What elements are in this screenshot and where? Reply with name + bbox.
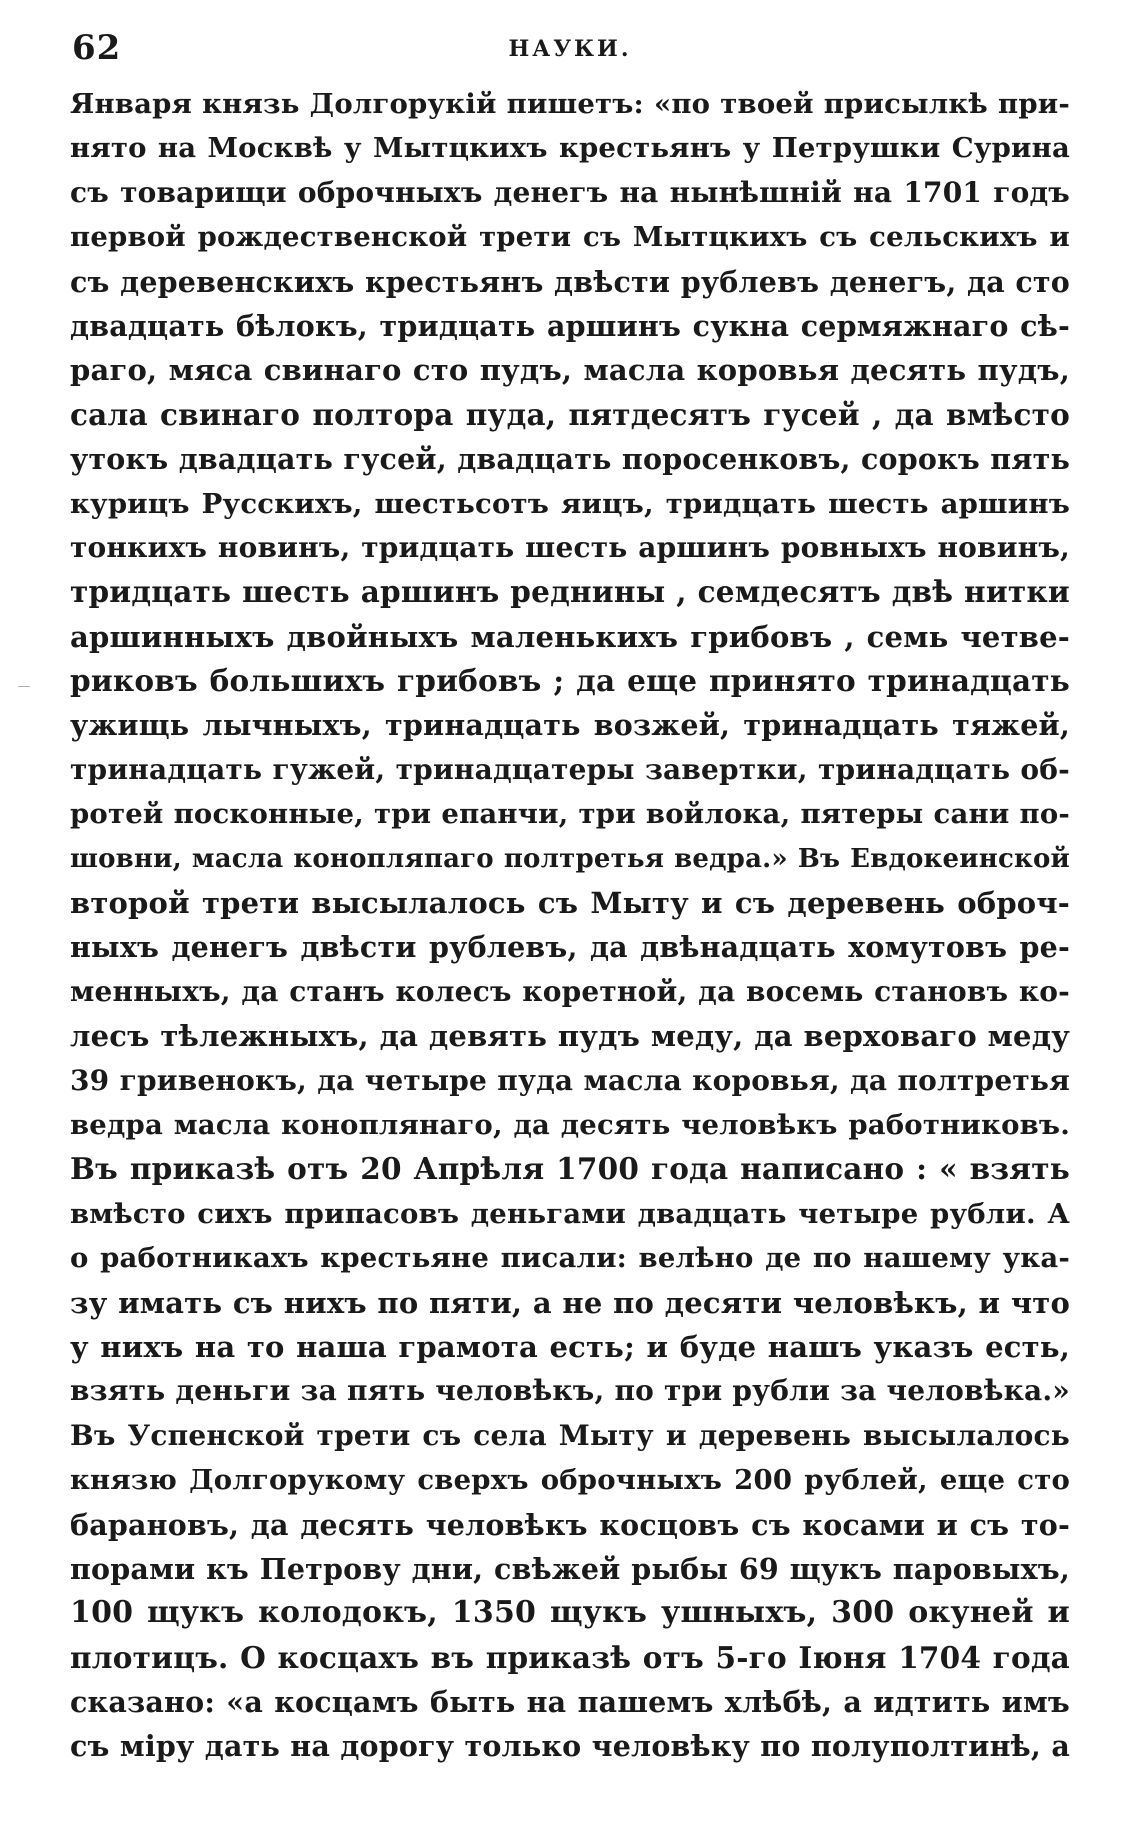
text-line: сала свинаго полтора пуда, пятдесятъ гусей , да вмѣсто [70, 396, 1070, 432]
text-line: тридцать шесть аршинъ реднины , семдесятъ двѣ нитки [70, 574, 1070, 610]
text-line: князю Долгорукому сверхъ оброчныхъ 200 рублей, еще сто [70, 1464, 1070, 1497]
text-line: Января князь Долгорукій пишетъ: «по твоей присылкѣ при- [70, 88, 1070, 120]
margin-mark [18, 686, 30, 687]
text-line: лесъ тѣлежныхъ, да девять пудъ меду, да верховаго меду [70, 1019, 1070, 1054]
text-line: второй трети высылалось съ Мыту и съ деревень оброч- [70, 886, 1070, 921]
text-line: тонкихъ новинъ, тридцать шесть аршинъ ровныхъ новинъ, [70, 530, 1070, 564]
text-line: Въ приказѣ отъ 20 Апрѣля 1700 года написано : « взять [70, 1151, 1070, 1187]
page-number: 62 [72, 28, 122, 68]
text-line: ведра масла коноплянаго, да десять человѣкъ работниковъ. [70, 1108, 1070, 1141]
text-line: сказано: «а косцамъ быть на пашемъ хлѣбѣ, а идтить имъ [70, 1685, 1070, 1720]
text-line: вмѣсто сихъ припасовъ деньгами двадцать четыре рубли. А [70, 1197, 1070, 1230]
text-line: барановъ, да десять человѣкъ косцовъ съ косами и съ то- [70, 1507, 1070, 1542]
text-line: съ міру дать на дорогу только человѣку по полуполтинѣ, а [70, 1729, 1070, 1764]
text-line: Въ Успенской трети съ села Мыту и деревень высылалось [70, 1418, 1070, 1452]
text-line: нято на Москвѣ у Мытцкихъ крестьянъ у Петрушки Сурина [70, 132, 1070, 165]
text-line: тринадцать гужей, тринадцатеры завертки, тринадцать об- [70, 752, 1070, 786]
text-line: 39 гривенокъ, да четыре пуда масла коровья, да полтретья [70, 1063, 1070, 1097]
text-line: съ деревенскихъ крестьянъ двѣсти рублевъ денегъ, да сто [70, 264, 1070, 299]
running-head: НАУКИ. [508, 36, 632, 62]
text-line: порами къ Петрову дни, свѣжей рыбы 69 щукъ паровыхъ, [70, 1551, 1070, 1586]
text-line: 100 щукъ колодокъ, 1350 щукъ ушныхъ, 300 окуней и [70, 1595, 1070, 1631]
text-line: ротей посконные, три епанчи, три войлока, пятеры сани по- [70, 798, 1070, 831]
text-line: курицъ Русскихъ, шестьсотъ яицъ, тридцать шесть аршинъ [70, 487, 1070, 520]
text-line: риковъ большихъ грибовъ ; да еще принято тринадцать [70, 663, 1070, 699]
text-line: менныхъ, да станъ колесъ коретной, да восемь становъ ко- [70, 974, 1070, 1008]
text-line: о работникахъ крестьяне писали: велѣно де по нашему ука- [70, 1242, 1070, 1275]
text-line: ныхъ денегъ двѣсти рублевъ, да двѣнадцать хомутовъ ре- [70, 930, 1070, 965]
text-line: у нихъ на то наша грамота есть; и буде нашъ указъ есть, [70, 1329, 1070, 1364]
text-line: ужищь лычныхъ, тринадцать возжей, тринадцать тяжей, [70, 708, 1070, 743]
text-line: аршинныхъ двойныхъ маленькихъ грибовъ , семь четве- [70, 619, 1070, 654]
text-line: съ товарищи оброчныхъ денегъ на нынѣшній на 1701 годъ [70, 175, 1070, 209]
text-line: зу имать съ нихъ по пяти, а не по десяти человѣкъ, и что [70, 1285, 1070, 1320]
text-line: утокъ двадцать гусей, двадцать поросенковъ, сорокъ пять [70, 442, 1070, 477]
text-line: плотицъ. О косцахъ въ приказѣ отъ 5-го Іюня 1704 года [70, 1639, 1070, 1675]
text-line: двадцать бѣлокъ, тридцать аршинъ сукна сермяжнаго сѣ- [70, 308, 1070, 343]
text-line: шовни, масла конопляпаго полтретья ведра.» Въ Евдокеинской [70, 843, 1070, 874]
body-text [70, 82, 1070, 1769]
text-line: раго, мяса свинаго сто пудъ, масла коровья десять пудъ, [70, 353, 1070, 388]
text-line: первой рождественской трети съ Мытцкихъ съ сельскихъ и [70, 221, 1070, 254]
text-line: взять деньги за пять человѣкъ, по три рубли за человѣка.» [70, 1374, 1070, 1408]
